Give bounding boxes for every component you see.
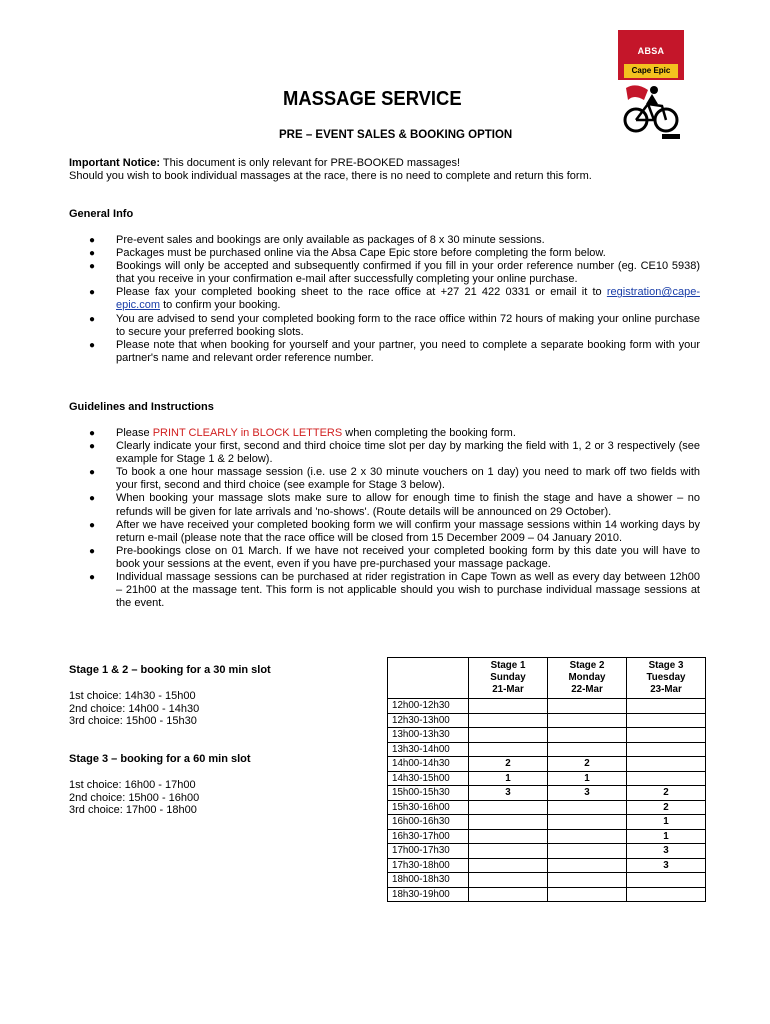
booking-cell[interactable]: 1 bbox=[469, 771, 548, 786]
stage12-choice-2: 2nd choice: 14h00 - 14h30 bbox=[69, 702, 200, 715]
booking-cell[interactable] bbox=[548, 844, 627, 859]
stage12-choice-3: 3rd choice: 15h00 - 15h30 bbox=[69, 715, 197, 728]
booking-cell[interactable]: 1 bbox=[627, 815, 706, 830]
booking-cell[interactable] bbox=[627, 771, 706, 786]
booking-cell[interactable] bbox=[548, 699, 627, 714]
booking-cell[interactable] bbox=[627, 699, 706, 714]
booking-cell[interactable]: 2 bbox=[627, 786, 706, 801]
booking-cell[interactable] bbox=[548, 728, 627, 743]
table-row bbox=[388, 699, 706, 714]
time-slot: 13h00-13h30 bbox=[388, 728, 469, 743]
list-item: ● You are advised to send your completed booking form to the race office within 72 hours of making your online purchase to secure your preferred booking slots. bbox=[89, 312, 700, 338]
table-row bbox=[388, 844, 706, 859]
time-slot: 13h30-14h00 bbox=[388, 742, 469, 757]
booking-cell[interactable]: 2 bbox=[627, 800, 706, 815]
cyclist-icon bbox=[618, 80, 684, 142]
booking-cell[interactable] bbox=[469, 873, 548, 888]
list-item: ● Bookings will only be accepted and subsequently confirmed if you fill in your order reference number (eg. CE10 5938) that you receive in your confirmation e-mail after successfully completing your online purchase. bbox=[89, 260, 700, 286]
time-slot: 14h00-14h30 bbox=[388, 757, 469, 772]
time-slot: 16h00-16h30 bbox=[388, 815, 469, 830]
booking-cell[interactable]: 2 bbox=[548, 757, 627, 772]
stage3-example-heading: Stage 3 – booking for a 60 min slot bbox=[69, 753, 251, 765]
booking-cell[interactable]: 2 bbox=[469, 757, 548, 772]
stage3-choice-1: 1st choice: 16h00 - 17h00 bbox=[69, 778, 196, 791]
booking-cell[interactable] bbox=[548, 887, 627, 902]
page-subtitle: PRE – EVENT SALES & BOOKING OPTION bbox=[279, 129, 513, 141]
booking-table bbox=[387, 657, 706, 902]
booking-cell[interactable]: 3 bbox=[548, 786, 627, 801]
booking-cell[interactable] bbox=[548, 742, 627, 757]
logo-event-text: Cape Epic bbox=[624, 64, 678, 78]
logo-brand-text: ABSA bbox=[637, 46, 665, 56]
booking-cell[interactable] bbox=[548, 829, 627, 844]
time-slot: 12h30-13h00 bbox=[388, 713, 469, 728]
general-info-heading: General Info bbox=[69, 208, 134, 220]
page-title: MASSAGE SERVICE bbox=[283, 88, 462, 110]
registration-email-link[interactable]: registration@cape-epic.com bbox=[116, 286, 700, 312]
time-column-header bbox=[388, 658, 469, 699]
notice-line-1: This document is only relevant for PRE-BOOKED massages! bbox=[160, 157, 461, 169]
booking-cell[interactable] bbox=[469, 728, 548, 743]
booking-cell[interactable] bbox=[469, 858, 548, 873]
booking-cell[interactable] bbox=[548, 800, 627, 815]
time-slot: 18h00-18h30 bbox=[388, 873, 469, 888]
stage-3-header: Stage 3 Tuesday 23-Mar bbox=[627, 658, 706, 699]
general-info-list bbox=[69, 234, 700, 365]
booking-cell[interactable] bbox=[548, 815, 627, 830]
booking-cell[interactable]: 3 bbox=[627, 844, 706, 859]
booking-cell[interactable] bbox=[627, 742, 706, 757]
booking-cell[interactable] bbox=[627, 887, 706, 902]
time-slot: 18h30-19h00 bbox=[388, 887, 469, 902]
list-item: ● Please note that when booking for yourself and your partner, you need to complete a separate booking form with your partner's name and relevant order reference number. bbox=[89, 338, 700, 364]
stage12-example bbox=[69, 664, 271, 728]
booking-cell[interactable]: 3 bbox=[627, 858, 706, 873]
list-item: ● Pre-bookings close on 01 March. If we have not received your completed booking form by this date you will have to book your sessions at the event, even if you have pre-purchased your massage package. bbox=[89, 544, 700, 570]
list-item: ● After we have received your completed booking form we will confirm your massage sessions within 14 working days by return e-mail (please note that the race office will be closed from 15 December 2009 – 04 January 2010. bbox=[89, 518, 700, 544]
table-row bbox=[388, 829, 706, 844]
booking-cell[interactable]: 1 bbox=[548, 771, 627, 786]
table-row bbox=[388, 742, 706, 757]
booking-cell[interactable] bbox=[469, 844, 548, 859]
booking-cell[interactable] bbox=[469, 815, 548, 830]
booking-cell[interactable] bbox=[469, 699, 548, 714]
booking-cell[interactable] bbox=[469, 829, 548, 844]
table-row bbox=[388, 757, 706, 772]
guidelines-list bbox=[69, 427, 700, 610]
booking-cell[interactable] bbox=[469, 742, 548, 757]
table-header-row bbox=[388, 658, 706, 699]
print-clearly-warning: PRINT CLEARLY in BLOCK LETTERS bbox=[152, 427, 343, 439]
important-notice bbox=[69, 157, 709, 183]
list-item: ● Packages must be purchased online via the Absa Cape Epic store before completing the form below. bbox=[89, 247, 606, 260]
stage12-example-heading: Stage 1 & 2 – booking for a 30 min slot bbox=[69, 664, 271, 676]
table-row bbox=[388, 858, 706, 873]
time-slot: 15h30-16h00 bbox=[388, 800, 469, 815]
booking-cell[interactable] bbox=[469, 713, 548, 728]
time-slot: 14h30-15h00 bbox=[388, 771, 469, 786]
booking-cell[interactable]: 1 bbox=[627, 829, 706, 844]
booking-cell[interactable] bbox=[627, 713, 706, 728]
list-item: ● To book a one hour massage session (i.e. use 2 x 30 minute vouchers on 1 day) you need to mark off two fields with your first, second and third choice (see example for Stage 3 below). bbox=[89, 466, 700, 492]
list-item: ● Please PRINT CLEARLY in BLOCK LETTERS when completing the booking form. bbox=[89, 427, 516, 439]
stage-1-header: Stage 1 Sunday 21-Mar bbox=[469, 658, 548, 699]
booking-cell[interactable] bbox=[469, 800, 548, 815]
table-row bbox=[388, 815, 706, 830]
list-item: ● Please fax your completed booking sheet to the race office at +27 21 422 0331 or email it to registration@cape-epic.com to confirm your booking. bbox=[89, 286, 700, 312]
notice-line-2: Should you wish to book individual massages at the race, there is no need to complete and return this form. bbox=[69, 170, 592, 182]
time-slot: 16h30-17h00 bbox=[388, 829, 469, 844]
booking-cell[interactable]: 3 bbox=[469, 786, 548, 801]
booking-cell[interactable] bbox=[627, 873, 706, 888]
absa-cape-epic-logo bbox=[618, 30, 684, 142]
booking-cell[interactable] bbox=[548, 713, 627, 728]
booking-cell[interactable] bbox=[469, 887, 548, 902]
list-item: ● Individual massage sessions can be purchased at rider registration in Cape Town as well as every day between 12h00 – 21h00 at the massage tent. This form is not applicable should you wish to purchase individual massage sessions at the event. bbox=[89, 571, 700, 610]
table-row bbox=[388, 887, 706, 902]
booking-cell[interactable] bbox=[548, 873, 627, 888]
stage12-choice-1: 1st choice: 14h30 - 15h00 bbox=[69, 689, 196, 702]
booking-cell[interactable] bbox=[627, 728, 706, 743]
booking-cell[interactable] bbox=[548, 858, 627, 873]
table-row bbox=[388, 800, 706, 815]
time-slot: 17h00-17h30 bbox=[388, 844, 469, 859]
list-item: ● Pre-event sales and bookings are only available as packages of 8 x 30 minute sessions. bbox=[89, 234, 545, 246]
time-slot: 12h00-12h30 bbox=[388, 699, 469, 714]
stage-2-header: Stage 2 Monday 22-Mar bbox=[548, 658, 627, 699]
list-item: ● When booking your massage slots make sure to allow for enough time to finish the stage and have a shower – no refunds will be given for late arrivals and 'no-shows'. (Route details will be announced on 29 October). bbox=[89, 492, 700, 518]
table-row bbox=[388, 713, 706, 728]
list-item: ● Clearly indicate your first, second and third choice time slot per day by marking the field with 1, 2 or 3 respectively (see example for Stage 1 & 2 below). bbox=[89, 440, 700, 466]
table-row bbox=[388, 771, 706, 786]
time-slot: 17h30-18h00 bbox=[388, 858, 469, 873]
booking-cell[interactable] bbox=[627, 757, 706, 772]
notice-label: Important Notice: bbox=[69, 157, 161, 169]
guidelines-heading: Guidelines and Instructions bbox=[69, 401, 214, 413]
stage3-choice-3: 3rd choice: 17h00 - 18h00 bbox=[69, 804, 197, 817]
table-row bbox=[388, 728, 706, 743]
stage3-example bbox=[69, 753, 251, 817]
time-slot: 15h00-15h30 bbox=[388, 786, 469, 801]
table-row bbox=[388, 873, 706, 888]
stage3-choice-2: 2nd choice: 15h00 - 16h00 bbox=[69, 791, 200, 804]
table-row bbox=[388, 786, 706, 801]
